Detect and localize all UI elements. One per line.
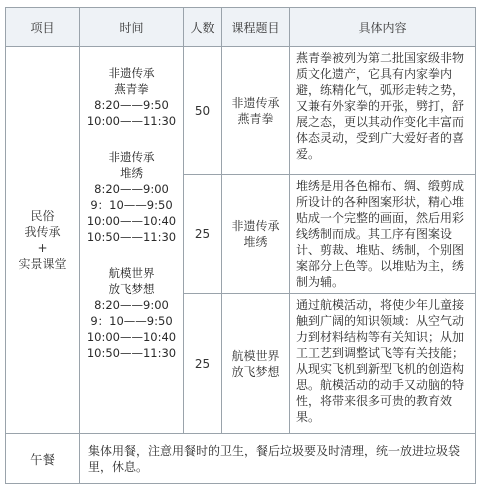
category-line: 民俗 bbox=[30, 209, 55, 223]
time-slot: 10:50——11:30 bbox=[86, 346, 177, 360]
lunch-row bbox=[6, 434, 476, 484]
lunch-text: 集体用餐，注意用餐时的卫生，餐后垃圾要及时清理，统一放进垃圾袋里，休息。 bbox=[80, 434, 476, 484]
table-row bbox=[6, 47, 476, 175]
time-block bbox=[80, 265, 183, 361]
time-block-title: 非遗传承 bbox=[108, 66, 155, 80]
header-course: 课程题目 bbox=[222, 8, 290, 47]
category-line: + bbox=[37, 241, 48, 255]
course-line: 燕青拳 bbox=[237, 111, 274, 126]
time-slot: 10:00——11:30 bbox=[86, 114, 177, 128]
course-cell bbox=[222, 294, 290, 434]
course-line: 非遗传承 bbox=[231, 219, 280, 233]
time-block bbox=[80, 65, 183, 129]
count-cell: 50 bbox=[184, 47, 222, 175]
time-block-title: 航模世界 bbox=[108, 266, 155, 280]
time-block bbox=[80, 149, 183, 245]
time-slot: 10:50——11:30 bbox=[86, 230, 177, 244]
time-block-title: 放飞梦想 bbox=[108, 282, 155, 296]
time-slot: 10:00——10:40 bbox=[86, 330, 177, 344]
course-line: 航模世界 bbox=[231, 348, 280, 363]
header-count: 人数 bbox=[184, 8, 222, 47]
header-time: 时间 bbox=[80, 8, 184, 47]
content-cell: 燕青拳被列为第二批国家级非物质文化遗产，它具有内家拳内避，练精化气，弧形走转之势，又兼有外家拳的开张，劈打，舒展之态，更以其动作变化丰富而体态灵动，受到广大爱好者的喜爱。 bbox=[290, 47, 476, 175]
time-slot: 8:20——9:00 bbox=[94, 298, 169, 312]
content-cell: 堆绣是用各色棉布、绸、缎剪成所设计的各种图案形状，精心堆贴成一个完整的画面，然后用彩线绣制而成。其工序有图案设计、剪裁、堆贴、绣制，个别图案部分上色等。以堆贴为主，绣制为辅。 bbox=[290, 175, 476, 294]
course-cell bbox=[222, 47, 290, 175]
course-cell bbox=[222, 175, 290, 294]
time-block-title: 燕青拳 bbox=[114, 82, 149, 96]
header-content: 具体内容 bbox=[290, 8, 476, 47]
course-line: 放飞梦想 bbox=[231, 364, 280, 379]
course-line: 堆绣 bbox=[243, 235, 268, 249]
content-cell: 通过航模活动，将使少年儿童接触到广阔的知识领域：从空气动力到材料结构等有关知识；从加工工艺到调整试飞等有关技能；从现实飞机到新型飞机的创造构思。航模活动的动手又动脑的特性，将带来很多可贵的教育效果。 bbox=[290, 294, 476, 434]
time-slot: 10:00——10:40 bbox=[86, 214, 177, 228]
time-block-title: 堆绣 bbox=[120, 166, 143, 180]
time-slot: 8:20——9:00 bbox=[94, 182, 169, 196]
header-row bbox=[6, 8, 476, 47]
count-cell: 25 bbox=[184, 294, 222, 434]
schedule-table bbox=[5, 7, 476, 484]
category-cell bbox=[6, 47, 80, 434]
header-project: 项目 bbox=[6, 8, 80, 47]
course-line: 非遗传承 bbox=[231, 95, 280, 110]
time-block-title: 非遗传承 bbox=[108, 150, 155, 164]
time-slot: 9：10——9:50 bbox=[90, 198, 173, 212]
lunch-label: 午餐 bbox=[6, 434, 80, 484]
category-line: 实景课堂 bbox=[18, 257, 67, 271]
time-slot: 8:20——9:50 bbox=[94, 98, 169, 112]
count-cell: 25 bbox=[184, 175, 222, 294]
time-cell bbox=[80, 47, 184, 434]
category-line: 我传承 bbox=[24, 225, 61, 239]
time-slot: 9：10——9:50 bbox=[90, 314, 173, 328]
